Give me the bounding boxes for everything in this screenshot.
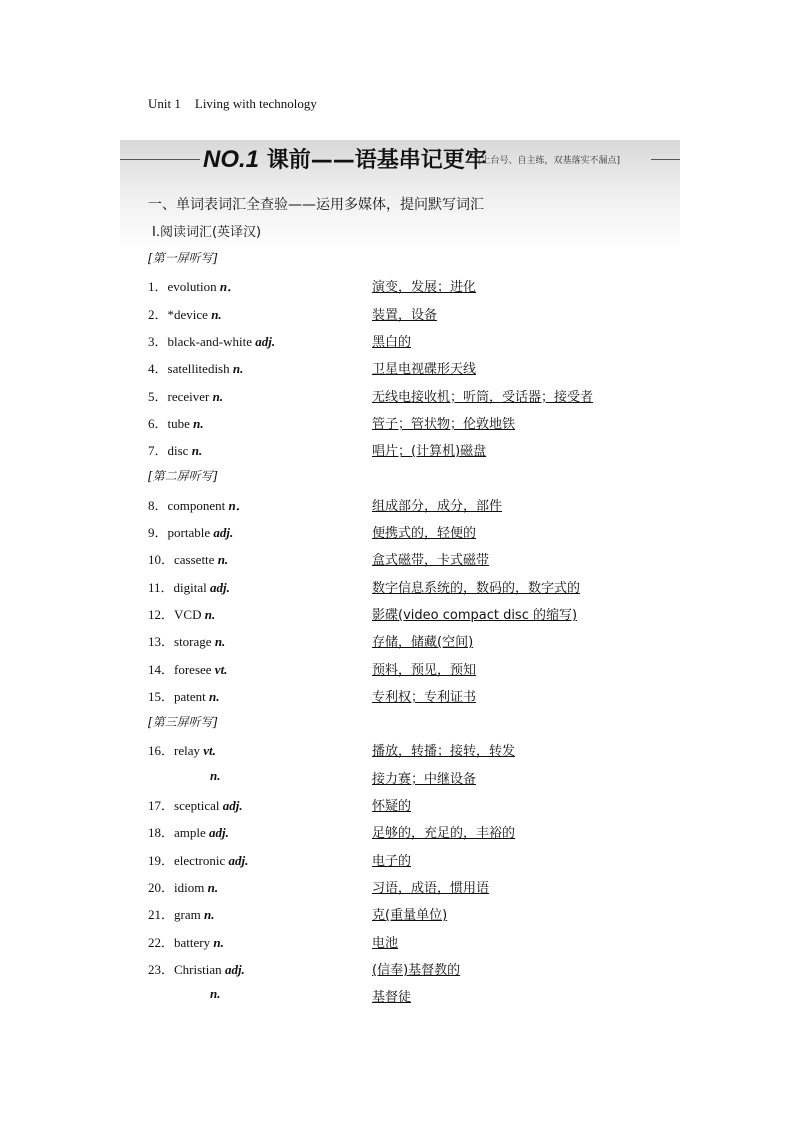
part-of-speech: n. — [207, 879, 219, 895]
vocab-number: 20． — [148, 879, 175, 895]
vocab-term — [148, 604, 215, 623]
part-of-speech: n. — [210, 767, 221, 783]
part-of-speech: n. — [212, 388, 224, 404]
vocab-meaning: 克(重量单位) — [372, 908, 448, 924]
vocab-meaning: 电子的 — [372, 853, 412, 869]
part-of-speech: adj. — [224, 961, 245, 977]
part-of-speech: adj. — [213, 525, 234, 540]
vocab-meaning: 便携式的，轻便的 — [372, 526, 477, 541]
vocab-meaning: 演变，发展；进化 — [372, 280, 477, 296]
vocab-meaning: 影碟(video compact disc 的缩写) — [372, 607, 578, 623]
vocab-meaning: 盒式磁带，卡式磁带 — [372, 553, 490, 569]
vocab-word: sceptical — [174, 798, 223, 813]
vocab-row — [148, 932, 648, 952]
vocab-row — [148, 331, 648, 351]
vocab-number: 16． — [148, 743, 175, 759]
vocab-row — [148, 386, 648, 406]
vocab-word: idiom — [174, 879, 208, 895]
part-of-speech: n. — [203, 907, 215, 923]
vocab-number: 13． — [148, 634, 175, 650]
vocab-meaning: 基督徒 — [372, 990, 412, 1006]
vocab-word: gram — [174, 907, 204, 923]
banner-rule-left — [120, 159, 200, 160]
vocab-term — [148, 659, 227, 678]
vocab-meaning: 接力赛；中继设备 — [372, 771, 477, 787]
vocab-number: 14． — [148, 661, 175, 677]
vocab-word: patent — [174, 688, 210, 704]
vocab-word: component — [167, 497, 229, 513]
vocab-word: Christian — [174, 961, 225, 977]
vocab-number: 2． — [148, 306, 168, 322]
vocab-row — [148, 604, 648, 624]
part-of-speech: n. — [210, 986, 221, 1002]
vocab-word: satellitedish — [167, 361, 233, 377]
part-of-speech: adj. — [209, 825, 229, 841]
vocab-word: relay — [174, 743, 204, 759]
vocab-meaning: 管子；管状物；伦敦地铁 — [372, 416, 516, 432]
part-of-speech: n． — [228, 497, 249, 513]
vocab-term — [148, 495, 249, 514]
vocab-word: portable — [167, 525, 214, 540]
vocab-word: digital — [173, 579, 210, 595]
vocab-word: black-and-white — [167, 333, 256, 349]
vocab-meaning: 数字信息系统的，数码的，数字式的 — [372, 580, 581, 596]
vocab-number: 18． — [148, 825, 175, 841]
vocab-row — [148, 959, 648, 979]
vocab-meaning: 卫星电视碟形天线 — [372, 362, 477, 378]
vocab-row — [148, 413, 648, 433]
vocab-term — [148, 413, 204, 432]
vocab-number: 1． — [148, 279, 168, 295]
vocab-word: tube — [167, 415, 194, 431]
vocab-word: cassette — [174, 552, 218, 568]
vocab-term — [148, 276, 240, 295]
part-of-speech: n． — [219, 279, 241, 295]
part-of-speech: adj. — [255, 333, 276, 349]
vocab-row — [148, 850, 648, 870]
part-of-speech: n. — [213, 934, 224, 950]
vocab-meaning: 足够的，充足的，丰裕的 — [372, 826, 516, 842]
vocab-row — [148, 986, 648, 1006]
vocab-word: electronic — [174, 852, 229, 868]
vocab-term — [148, 386, 223, 405]
banner-number: NO.1 — [203, 146, 260, 173]
vocab-row — [148, 795, 648, 815]
vocab-number: 10． — [148, 552, 175, 568]
unit-number: Unit 1 — [148, 96, 181, 111]
vocab-meaning: 组成部分，成分，部件 — [372, 498, 503, 514]
vocab-number: 9． — [148, 525, 168, 540]
vocab-term — [148, 959, 245, 978]
vocab-word: receiver — [167, 388, 213, 404]
vocab-row — [148, 522, 648, 542]
vocab-term — [210, 768, 220, 784]
vocab-word: disc — [167, 443, 192, 459]
part-of-speech: n. — [214, 634, 226, 650]
vocab-term — [148, 740, 216, 759]
vocab-number: 23． — [148, 961, 175, 977]
vocab-word: ample — [174, 825, 210, 841]
vocab-word: *device — [167, 306, 212, 322]
vocab-meaning: 唱片；(计算机)磁盘 — [372, 444, 487, 460]
part-of-speech: n. — [211, 306, 222, 322]
vocab-meaning: 播放，转播；接转，转发 — [372, 744, 516, 760]
vocab-row — [148, 304, 648, 324]
vocab-meaning: 习语，成语，惯用语 — [372, 880, 490, 896]
vocab-row — [148, 768, 648, 788]
part-of-speech: n. — [232, 361, 244, 377]
vocab-row — [148, 904, 648, 924]
vocab-term — [148, 631, 225, 650]
vocab-number: 12． — [148, 606, 175, 622]
vocab-meaning: 电池 — [372, 935, 399, 951]
vocab-word: storage — [174, 634, 215, 650]
vocab-number: 3． — [148, 333, 168, 349]
vocab-number: 11． — [148, 579, 174, 595]
vocab-term — [148, 877, 218, 896]
sub-heading: Ⅰ.阅读词汇(英译汉) — [152, 225, 262, 240]
vocab-term — [148, 522, 233, 541]
banner-rule-right — [651, 159, 680, 160]
vocab-row — [148, 440, 648, 460]
vocab-number: 21． — [148, 907, 175, 923]
unit-name: Living with technology — [194, 96, 317, 111]
vocab-term — [148, 822, 229, 841]
vocab-meaning: 无线电接收机；听筒，受话器；接受者 — [372, 389, 594, 405]
vocab-meaning: 黑白的 — [372, 334, 412, 350]
vocab-number: 5． — [148, 388, 168, 404]
vocab-row — [148, 659, 648, 679]
part-of-speech: n. — [209, 688, 220, 704]
part-of-speech: n. — [191, 443, 203, 459]
part-of-speech: n. — [217, 552, 229, 568]
part-of-speech: n. — [204, 606, 216, 622]
vocab-row — [148, 631, 648, 651]
vocab-term — [148, 795, 243, 814]
vocab-row — [148, 877, 648, 897]
vocab-number: 22． — [148, 934, 175, 950]
screen-label: [第一屏听写] — [148, 251, 218, 265]
vocab-number: 6． — [148, 415, 168, 431]
vocab-term — [148, 304, 222, 323]
vocab-term — [148, 904, 214, 923]
vocab-meaning: 存储，储藏(空间) — [372, 635, 474, 651]
banner-heading: 课前——语基串记更牢 — [266, 148, 487, 173]
part-of-speech: adj. — [210, 579, 230, 595]
vocab-word: foresee — [174, 661, 215, 677]
vocab-meaning: 专利权；专利证书 — [372, 689, 477, 705]
section-heading: 一、单词表词汇全查验——运用多媒体，提问默写词汇 — [148, 197, 484, 213]
banner-title — [203, 143, 487, 174]
vocab-meaning: 装置，设备 — [372, 307, 438, 323]
banner-note: [上台号、自主练，双基落实不漏点] — [478, 156, 621, 166]
vocab-term — [148, 549, 228, 568]
screen-label: [第三屏听写] — [148, 715, 218, 730]
vocab-row — [148, 495, 648, 515]
part-of-speech: n. — [193, 415, 204, 431]
part-of-speech: vt. — [203, 743, 216, 759]
vocab-number: 8． — [148, 497, 168, 513]
vocab-row — [148, 577, 648, 597]
vocab-word: evolution — [167, 279, 220, 295]
vocab-meaning: (信奉)基督教的 — [372, 962, 461, 978]
vocab-number: 7． — [148, 443, 168, 459]
vocab-term — [148, 358, 243, 377]
vocab-term — [148, 850, 248, 869]
vocab-term — [148, 686, 220, 705]
vocab-row — [148, 740, 648, 760]
vocab-row — [148, 276, 648, 296]
vocab-number: 17． — [148, 798, 175, 813]
part-of-speech: adj. — [228, 852, 249, 868]
vocab-number: 15． — [148, 688, 175, 704]
vocab-term — [148, 440, 202, 459]
vocab-term — [148, 331, 275, 350]
vocab-word: battery — [174, 934, 214, 950]
vocab-term — [148, 932, 224, 951]
vocab-row — [148, 686, 648, 706]
vocab-row — [148, 822, 648, 842]
vocab-row — [148, 549, 648, 569]
vocab-word: VCD — [174, 606, 205, 622]
vocab-meaning: 预料，预见，预知 — [372, 662, 477, 678]
part-of-speech: adj. — [222, 798, 243, 813]
vocab-row — [148, 358, 648, 378]
vocab-term — [148, 577, 230, 596]
unit-title — [148, 96, 317, 112]
part-of-speech: vt. — [214, 661, 228, 677]
vocab-meaning: 怀疑的 — [372, 799, 412, 814]
vocab-term — [210, 986, 220, 1002]
screen-label: [第二屏听写] — [148, 469, 218, 484]
vocab-number: 4． — [148, 361, 168, 377]
vocab-number: 19． — [148, 852, 175, 868]
